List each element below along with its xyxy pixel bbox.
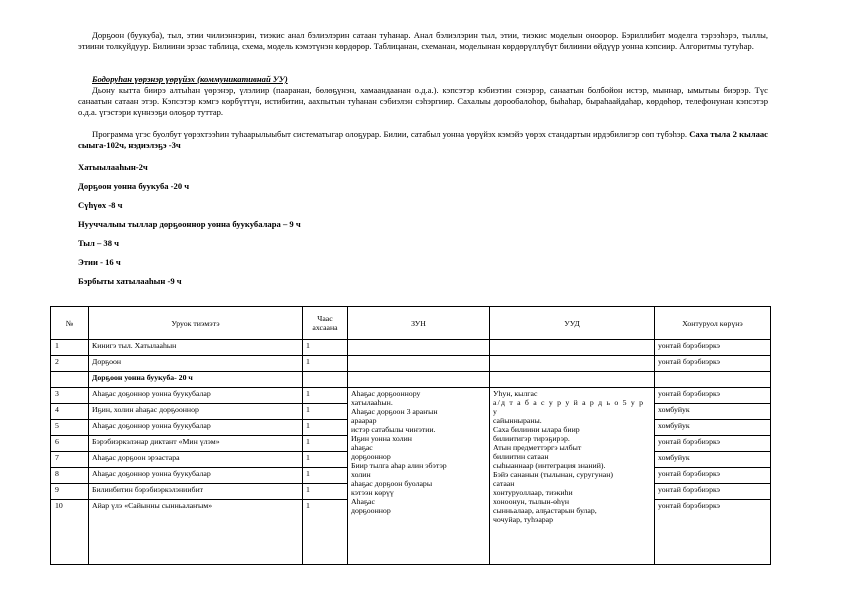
intro-subheading: Бодоруһан үөрэнэр үөрүйэх (коммуникативнай УУ) <box>92 74 288 84</box>
col-header-number: № <box>51 307 89 340</box>
section-zun <box>348 372 490 388</box>
zun-line: Биир тылга аһар алин эбэтэр <box>351 461 447 470</box>
row-number: 4 <box>51 404 89 420</box>
section-title: Дорҕоон уонна буукуба- 20 ч <box>89 372 303 388</box>
col-header-hours: Чаас ахсаана <box>303 307 348 340</box>
row-check: уонтай бэрэбиэркэ <box>655 468 771 484</box>
zun-line: Иҕин уонна холин <box>351 434 412 443</box>
section-hours <box>303 372 348 388</box>
zun-line: Аһаҕас дорҕоон 3 араҥын <box>351 407 438 416</box>
row-hours: 1 <box>303 452 348 468</box>
zun-line: Аһаҕас <box>351 497 375 506</box>
row-topic: Бэрэбиэркэлэнар диктант «Мин үлэм» <box>89 436 303 452</box>
hours-item: Этии - 16 ч <box>78 257 121 267</box>
zun-cell <box>348 388 490 565</box>
zun-line: истэр сатабылы чиҥэтии. <box>351 425 436 434</box>
zun-line: Аһаҕас дорҕооннору <box>351 389 421 398</box>
col-header-topic: Уруок тиэмэтэ <box>89 307 303 340</box>
row-topic: Аһаҕас дорҕоон эрэастара <box>89 452 303 468</box>
uud-line: сыһыаннаар (интеграция знаний). <box>493 461 606 470</box>
hours-item: Хатыылааһын-2ч <box>78 162 148 172</box>
table-header-row <box>51 307 771 340</box>
zun-line: холин <box>351 470 371 479</box>
zun-line: аһаҕас дорҕоон буолары <box>351 479 433 488</box>
section-row <box>51 372 771 388</box>
row-hours: 1 <box>303 500 348 565</box>
section-uud <box>490 372 655 388</box>
uud-line: билиитигэр тирэҕирэр. <box>493 434 570 443</box>
uud-line: а/д т а б а с у р у й а р д ь о 5 у р у <box>493 398 645 416</box>
uud-line: Саха билиини ылара биир <box>493 425 580 434</box>
row-topic: Аһаҕас доҕоннор уонна буукубалар <box>89 388 303 404</box>
zun-line: аһаҕас <box>351 443 373 452</box>
row-hours: 1 <box>303 388 348 404</box>
row-uud <box>490 340 655 356</box>
row-check: хомбуйук <box>655 452 771 468</box>
row-hours: 1 <box>303 420 348 436</box>
row-number: 1 <box>51 340 89 356</box>
row-hours: 1 <box>303 468 348 484</box>
row-check: уонтай бэрэбиэркэ <box>655 356 771 372</box>
uud-line: чочуйар, туһэарар <box>493 515 554 524</box>
row-check: уонтай бэрэбиэркэ <box>655 340 771 356</box>
section-number <box>51 372 89 388</box>
hours-list <box>78 162 301 295</box>
hours-item: Дорҕоон уонна буукуба -20 ч <box>78 181 190 191</box>
row-number: 8 <box>51 468 89 484</box>
hours-item: Нууччалыы тыллар дорҕооннор уонна буукубалара – 9 ч <box>78 219 301 229</box>
uud-line: билиитин сатаан <box>493 452 549 461</box>
row-number: 3 <box>51 388 89 404</box>
uud-line: сынньалаар, алҕастарын булар, <box>493 506 597 515</box>
row-hours: 1 <box>303 356 348 372</box>
uud-line: Уһун, кылгас <box>493 389 538 398</box>
lesson-plan-table <box>50 306 771 565</box>
row-topic: Аһаҕас доҕоннор уонна буукубалар <box>89 420 303 436</box>
row-topic: Айар үлэ «Сайынны сынньалаҥым» <box>89 500 303 565</box>
col-header-check: Хонтуруол көрүнэ <box>655 307 771 340</box>
uud-line: хонтуруоллаар, тиэкиһи <box>493 488 573 497</box>
row-hours: 1 <box>303 340 348 356</box>
row-topic: Кинигэ тыл. Хатылааһын <box>89 340 303 356</box>
intro-paragraph-2: Дьону кытта биирэ алтыһан үөрэнэр, үлэлиир (пааранан, бөлөҕүнэн, хамаандаанан о.д.а.). кэпсэтэр кэбиэтин сэнэрэр, санаатын болбойон истэр, мыннар, ымытыы биэрэр. Түс санаатын сатаан этэр. Кэпсэтэр кэмгэ көрбүттүн, истибитин, аахпытын туһанан сэбиэлэн сэһэргиир. Сахалыы дорообалоһор, быһаһар, быраһаайдаһар, көрдөһөр, телефонунан кэпсэтэр о.д.а. үгэстэри күннээҕи олоҕор туттар. <box>78 85 768 117</box>
row-check: уонтай бэрэбиэркэ <box>655 388 771 404</box>
table-row <box>51 340 771 356</box>
intro-paragraph-3-hours: Саха тыла 2 кылаас сыыга-102ч, нэдиэлэҕэ -3ч <box>78 129 768 150</box>
row-hours: 1 <box>303 484 348 500</box>
row-uud <box>490 356 655 372</box>
uud-line: сайынныраны. <box>493 416 542 425</box>
row-topic: Билиибитин бэрэбиэркэлэниибит <box>89 484 303 500</box>
uud-line: Атын предметтэргэ ылбыт <box>493 443 582 452</box>
hours-item: Тыл – 38 ч <box>78 238 120 248</box>
row-check: уонтай бэрэбиэркэ <box>655 436 771 452</box>
intro-paragraph-3 <box>78 129 768 151</box>
row-topic: Иҕин, холин аһаҕас дорҕооннор <box>89 404 303 420</box>
zun-line: дорҕооннор <box>351 452 391 461</box>
zun-line: хатылааһын. <box>351 398 393 407</box>
row-number: 9 <box>51 484 89 500</box>
row-topic: Аһаҕас доҕоннор уонна буукубалар <box>89 468 303 484</box>
uud-line: хоноонун, тылын-өһүн <box>493 497 570 506</box>
row-check: уонтай бэрэбиэркэ <box>655 500 771 565</box>
intro-paragraph-1: Дорҕоон (буукуба), тыл, этии чилиэннэрин, тиэкис анал бэлиэлэрин сатаан туһанар. Анал бэлиэлэрин тыл, этии, тиэкис моделын оноорор. Бэриллибит моделга тэрээһэрэ, тыллы, этиини толкуйдуур. Билиини эрэас таблица, схема, модель кэмэтүнэн көрдөрөр. Таблицанан, схеманан, моделынан көрдөрүллүбүт билиини өйдүүр уонна кэпсиир. Алгоритмы тутуһар. <box>78 30 768 51</box>
row-hours: 1 <box>303 436 348 452</box>
section-check <box>655 372 771 388</box>
row-check: уонтай бэрэбиэркэ <box>655 484 771 500</box>
row-check: хомбуйук <box>655 420 771 436</box>
uud-line: сатаан <box>493 479 515 488</box>
intro-paragraph-3-text: Программа үгэс буолбут үөрэхтээһин туһаарылыыбыт систематыгар олоҕурар. Билии, сатабыл уонна үөрүйэх кэмэйэ үөрэх стандартын ирдэбилигэр сөп түбэһэр. <box>92 129 690 139</box>
table-row <box>51 388 771 404</box>
row-topic: Дорҕоон <box>89 356 303 372</box>
zun-line: араарар <box>351 416 377 425</box>
row-zun <box>348 340 490 356</box>
uud-cell <box>490 388 655 565</box>
zun-line: дорҕооннор <box>351 506 391 515</box>
row-zun <box>348 356 490 372</box>
col-header-uud: УУД <box>490 307 655 340</box>
hours-item: Сүһүөх -8 ч <box>78 200 123 210</box>
row-number: 2 <box>51 356 89 372</box>
row-number: 6 <box>51 436 89 452</box>
uud-line: Бэйэ сананын (тылынан, суругунан) <box>493 470 613 479</box>
hours-item: Бэрбыты хатылааһын -9 ч <box>78 276 182 286</box>
row-number: 10 <box>51 500 89 565</box>
col-header-zun: ЗУН <box>348 307 490 340</box>
table-row <box>51 356 771 372</box>
row-hours: 1 <box>303 404 348 420</box>
row-number: 7 <box>51 452 89 468</box>
row-check: хомбуйук <box>655 404 771 420</box>
row-number: 5 <box>51 420 89 436</box>
zun-line: кэтээн көрүү <box>351 488 394 497</box>
